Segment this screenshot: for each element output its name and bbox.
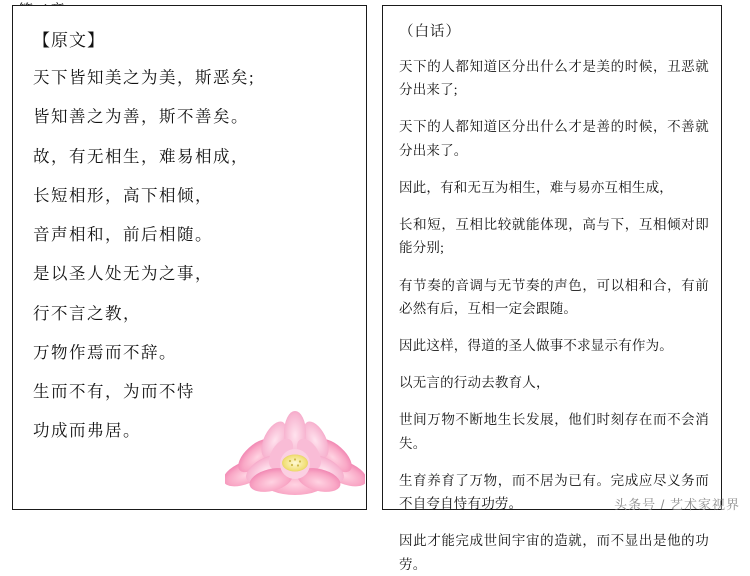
original-line: 皆知善之为善，斯不善矣。 bbox=[33, 107, 249, 127]
original-line: 功成而弗居。 bbox=[33, 421, 141, 441]
vernacular-paragraph: 因此这样，得道的圣人做事不求显示有作为。 bbox=[399, 337, 673, 353]
vernacular-paragraph: 以无言的行动去教育人， bbox=[399, 375, 550, 391]
vernacular-paragraph: 因此，有和无互为相生，难与易亦互相生成， bbox=[399, 179, 673, 195]
original-line: 长短相形，高下相倾， bbox=[33, 185, 213, 205]
vernacular-paragraph: 生育养育了万物，而不居为已有。完成应尽义务而不自夸自恃有功劳。 bbox=[399, 472, 709, 512]
vernacular-paragraph: 有节奏的音调与无节奏的声色，可以相和合，有前必然有后，互相一定会跟随。 bbox=[399, 277, 709, 316]
vernacular-paragraph: 天下的人都知道区分出什么才是美的时候，丑恶就分出来了; bbox=[399, 59, 709, 98]
original-text-heading: 【原文】 bbox=[33, 31, 105, 50]
original-line: 故，有无相生，难易相成， bbox=[33, 146, 249, 166]
watermark: 头条号 / 艺术家视界 bbox=[614, 497, 740, 512]
original-line: 天下皆知美之为美，斯恶矣; bbox=[33, 68, 256, 87]
vernacular-paragraph: 因此才能完成世间宇宙的造就，而不显出是他的功劳。 bbox=[399, 533, 709, 572]
original-text-body bbox=[33, 26, 352, 499]
original-text-panel bbox=[12, 5, 367, 510]
vernacular-heading: （白话） bbox=[399, 24, 461, 40]
original-line: 生而不有，为而不恃 bbox=[33, 382, 195, 402]
vernacular-text-panel bbox=[382, 5, 722, 572]
original-line: 万物作焉而不辞。 bbox=[33, 342, 177, 362]
original-line: 行不言之教， bbox=[33, 303, 141, 323]
vernacular-paragraph: 长和短，互相比较就能体现，高与下，互相倾对即能分别; bbox=[399, 217, 709, 256]
vernacular-paragraph: 天下的人都知道区分出什么才是善的时候，不善就分出来了。 bbox=[399, 119, 709, 158]
original-line: 是以圣人处无为之事， bbox=[33, 264, 213, 284]
vernacular-paragraph: 世间万物不断地生长发展，他们时刻存在而不会消失。 bbox=[399, 412, 709, 451]
original-line: 音声相和，前后相随。 bbox=[33, 225, 213, 245]
